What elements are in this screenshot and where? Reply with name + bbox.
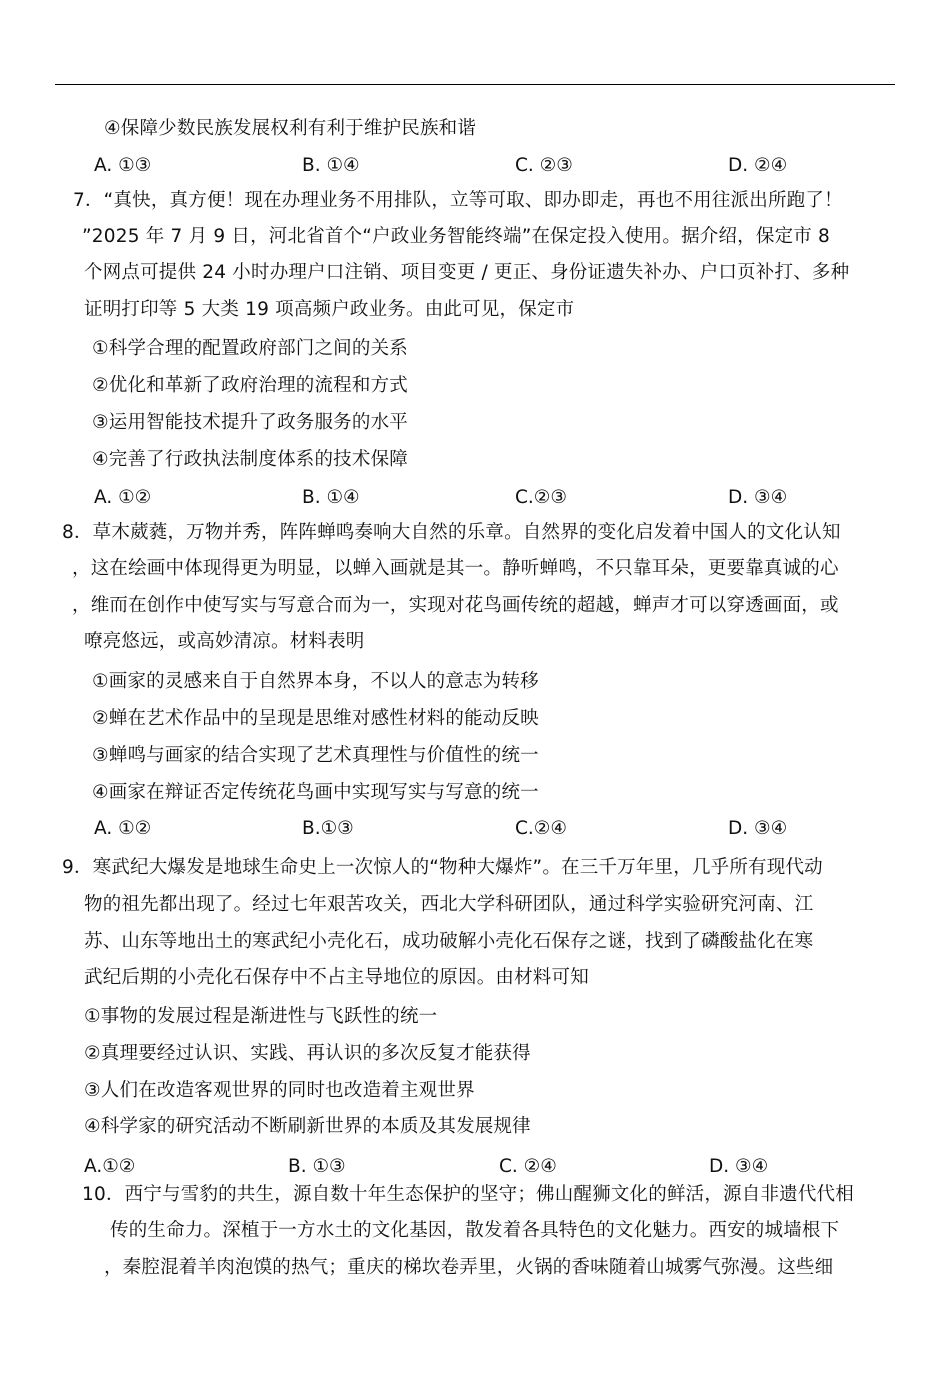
q9-option-a: A.①②: [84, 1156, 136, 1177]
q8-statement-4: ④画家在辩证否定传统花鸟画中实现写实与写意的统一: [92, 782, 539, 803]
q9-statement-2: ②真理要经过认识、实践、再认识的多次反复才能获得: [84, 1043, 531, 1064]
q6-option-d: D. ②④: [728, 155, 788, 176]
q8-statement-3: ③蝉鸣与画家的结合实现了艺术真理性与价值性的统一: [92, 745, 539, 766]
header-rule: [55, 84, 895, 85]
q7-statement-2: ②优化和革新了政府治理的流程和方式: [92, 375, 408, 396]
q8-option-a: A. ①②: [94, 818, 152, 839]
q6-option-c: C. ②③: [515, 155, 573, 176]
q9-statement-4: ④科学家的研究活动不断刷新世界的本质及其发展规律: [84, 1116, 531, 1137]
q6-option-b: B. ①④: [302, 155, 360, 176]
q8-option-c: C.②④: [515, 818, 567, 839]
q9-option-d: D. ③④: [709, 1156, 769, 1177]
q7-stem-line-3: 个网点可提供 24 小时办理户口注销、项目变更 / 更正、身份证遗失补办、户口页补打、多种: [84, 262, 850, 283]
q9-stem-line-3: 苏、山东等地出土的寒武纪小壳化石，成功破解小壳化石保存之谜，找到了磷酸盐化在寒: [84, 931, 814, 952]
q8-stem-line-4: 嘹亮悠远，或高妙清凉。材料表明: [84, 631, 365, 652]
q7-statement-3: ③运用智能技术提升了政务服务的水平: [92, 412, 408, 433]
q10-stem-line-3: ，秦腔混着羊肉泡馍的热气；重庆的梯坎卷弄里，火锅的香味随着山城雾气弥漫。这些细: [104, 1257, 834, 1278]
q7-option-d: D. ③④: [728, 487, 788, 508]
q9-option-c: C. ②④: [499, 1156, 557, 1177]
q9-stem-line-1: 9．寒武纪大爆发是地球生命史上一次惊人的“物种大爆炸”。在三千万年里，几乎所有现代动: [62, 857, 823, 878]
q9-stem-line-2: 物的祖先都出现了。经过七年艰苦攻关，西北大学科研团队，通过科学实验研究河南、江: [84, 894, 814, 915]
q8-statement-1: ①画家的灵感来自于自然界本身，不以人的意志为转移: [92, 671, 539, 692]
q7-stem-line-2: ”2025 年 7 月 9 日，河北省首个“户政业务智能终端”在保定投入使用。据介绍，保定市 8: [82, 226, 831, 247]
q8-option-b: B.①③: [302, 818, 354, 839]
q7-statement-4: ④完善了行政执法制度体系的技术保障: [92, 449, 408, 470]
q7-statement-1: ①科学合理的配置政府部门之间的关系: [92, 338, 408, 359]
q7-stem-line-4: 证明打印等 5 大类 19 项高频户政业务。由此可见，保定市: [84, 299, 575, 320]
q9-statement-3: ③人们在改造客观世界的同时也改造着主观世界: [84, 1080, 475, 1101]
q8-statement-2: ②蝉在艺术作品中的呈现是思维对感性材料的能动反映: [92, 708, 539, 729]
q7-option-a: A. ①②: [94, 487, 152, 508]
q6-statement-4: ④保障少数民族发展权利有利于维护民族和谐: [104, 118, 477, 139]
q9-statement-1: ①事物的发展过程是渐进性与飞跃性的统一: [84, 1006, 438, 1027]
q9-stem-line-4: 武纪后期的小壳化石保存中不占主导地位的原因。由材料可知: [84, 967, 589, 988]
q9-option-b: B. ①③: [288, 1156, 346, 1177]
q7-option-c: C.②③: [515, 487, 567, 508]
q8-stem-line-2: ，这在绘画中体现得更为明显，以蝉入画就是其一。静听蝉鸣，不只靠耳朵，更要靠真诚的心: [72, 558, 839, 579]
q7-option-b: B. ①④: [302, 487, 360, 508]
q6-option-a: A. ①③: [94, 155, 152, 176]
q7-stem-line-1: 7．“真快，真方便！现在办理业务不用排队，立等可取、即办即走，再也不用往派出所跑了！: [73, 190, 843, 211]
q8-stem-line-1: 8．草木葳蕤，万物并秀，阵阵蝉鸣奏响大自然的乐章。自然界的变化启发着中国人的文化认知: [62, 522, 841, 543]
q8-option-d: D. ③④: [728, 818, 788, 839]
q8-stem-line-3: ，维而在创作中使写实与写意合而为一，实现对花鸟画传统的超越，蝉声才可以穿透画面，或: [72, 595, 839, 616]
q10-stem-line-1: 10．西宁与雪豹的共生，源自数十年生态保护的坚守；佛山醒狮文化的鲜活，源自非遗代代相: [82, 1184, 854, 1205]
q10-stem-line-2: 传的生命力。深植于一方水土的文化基因，散发着各具特色的文化魅力。西安的城墙根下: [110, 1220, 840, 1241]
